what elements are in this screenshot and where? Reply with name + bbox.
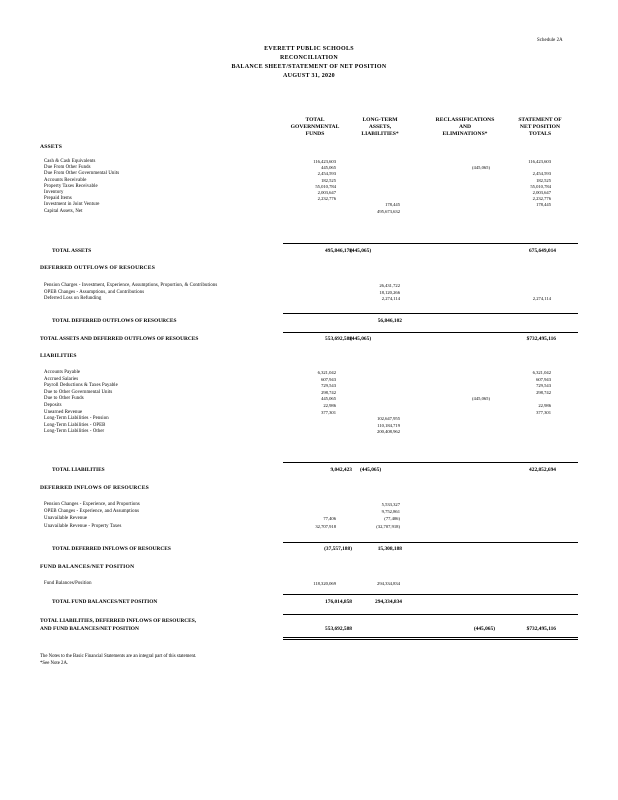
row-value-c1: 377,301 [321, 409, 336, 415]
row-value-c4: 6,321,042 [532, 370, 551, 375]
row-value-c4: 2,274,114 [532, 296, 551, 301]
row-label: Payroll Deductions & Taxes Payable [44, 383, 118, 389]
row-label: Unearned Revenue [44, 409, 83, 415]
total-deferred-inflows-c1: (37,557,188) [324, 546, 352, 552]
district-title: EVERETT PUBLIC SCHOOLS [264, 46, 354, 52]
row-value-c1: 116,423,603 [313, 159, 336, 164]
row-value-c4: 2,232,776 [532, 196, 551, 202]
row-value-c1: 445,065 [321, 165, 336, 171]
row-value-c2: 102,647,955 [377, 416, 400, 422]
row-value-c1: 445,065 [321, 396, 336, 402]
double-rule [283, 637, 578, 638]
row-value-c2: 178,445 [385, 202, 400, 208]
report-title: BALANCE SHEET/STATEMENT OF NET POSITION [231, 64, 387, 70]
footnote-notes: The Notes to the Basic Financial Statements are an integral part of this statement. [40, 654, 197, 659]
row-value-c1: 729,543 [321, 383, 336, 389]
row-value-c1: 55,010,784 [315, 183, 336, 189]
report-date: AUGUST 31, 2020 [283, 73, 335, 79]
row-label: Accounts Payable [44, 370, 81, 375]
grand-total-c3: (445,065) [473, 626, 495, 632]
section-heading-deferred-outflows: DEFERRED OUTFLOWS OF RESOURCES [40, 265, 156, 271]
column-header-long-term: LONG-TERM ASSETS, LIABILITIES* [361, 117, 399, 137]
row-value-c2: (77,406) [384, 516, 400, 522]
total-liabilities-c4: 422,852,694 [529, 467, 556, 473]
row-value-c1: 32,707,918 [315, 523, 336, 529]
row-label: Due to Other Funds [44, 396, 84, 402]
total-fund-balances-c2: 294,334,834 [375, 599, 402, 605]
total-assets-deferred-c2: (445,065) [350, 336, 372, 342]
row-value-c2: (32,707,918) [376, 523, 400, 529]
row-value-c1: 6,321,042 [317, 370, 336, 375]
row-label: Investment in Joint Venture [44, 202, 100, 208]
row-label: Unavailable Revenue - Property Taxes [44, 523, 122, 529]
row-label: OPEB Changes - Assumptions, and Contributions [44, 289, 145, 295]
row-value-c2: 26,431,722 [379, 283, 400, 288]
row-value-c2: 200,408,962 [377, 429, 400, 435]
total-liabilities-label: TOTAL LIABILITIES [52, 467, 105, 473]
schedule-label: Schedule 2A [537, 38, 563, 43]
total-deferred-outflows-label: TOTAL DEFERRED OUTFLOWS OF RESOURCES [52, 318, 177, 324]
divider [283, 594, 578, 595]
row-value-c2: 18,120,266 [379, 289, 400, 295]
divider [283, 243, 578, 244]
total-assets-c1: 495,846,178 [325, 248, 352, 254]
divider [283, 462, 578, 463]
row-label: Long-Term Liabilities - OPEB [44, 422, 106, 428]
row-value-c3: (445,065) [472, 165, 490, 171]
total-deferred-inflows-label: TOTAL DEFERRED INFLOWS OF RESOURCES [52, 546, 171, 552]
double-rule [283, 639, 578, 640]
row-value-c1: 118,320,069 [313, 581, 336, 586]
grand-total-label-line2: AND FUND BALANCES/NET POSITION [40, 626, 139, 632]
row-label: OPEB Changes - Experience, and Assumptions [44, 509, 140, 515]
report-subtitle: RECONCILIATION [279, 55, 339, 61]
footnote-see-note: *See Note 2A. [40, 661, 69, 666]
total-assets-c4: 675,649,014 [529, 248, 556, 254]
total-fund-balances-c1: 176,014,858 [325, 599, 352, 605]
row-label: Property Taxes Receivable [44, 183, 98, 189]
row-value-c3: (445,065) [472, 396, 490, 402]
total-deferred-inflows-c2: 15,308,188 [377, 546, 402, 552]
row-value-c1: 2,232,776 [317, 196, 336, 202]
divider [283, 542, 578, 543]
section-heading-fund-balances: FUND BALANCES/NET POSITION [40, 564, 135, 570]
row-label: Due to Other Governmental Units [44, 389, 113, 395]
row-value-c1: 22,986 [323, 403, 336, 408]
divider [283, 313, 578, 314]
row-label: Pension Charges - Investment, Experience, Assumptions, Proportion, & Contributions [44, 283, 218, 288]
row-value-c2: 294,334,834 [377, 581, 400, 586]
row-label: Deferred Loss on Refunding [44, 296, 102, 301]
total-assets-deferred-c1: 553,692,588 [325, 336, 352, 342]
section-heading-assets: ASSETS [40, 144, 63, 150]
row-value-c1: 2,454,593 [317, 171, 336, 177]
row-value-c2: 9,752,861 [381, 509, 400, 515]
total-fund-balances-label: TOTAL FUND BALANCES/NET POSITION [52, 599, 158, 605]
section-heading-liabilities: LIABILITIES [40, 353, 77, 359]
grand-total-c4: $732,495,116 [526, 626, 556, 632]
row-value-c1: 2,003,647 [317, 190, 336, 195]
divider [283, 614, 578, 615]
grand-total-label-line1: TOTAL LIABILITIES, DEFERRED INFLOWS OF RESOURCES, [40, 618, 197, 624]
row-value-c4: 607,943 [536, 376, 551, 382]
row-value-c4: 55,010,784 [530, 183, 551, 189]
total-assets-label: TOTAL ASSETS [52, 248, 92, 254]
row-value-c4: 729,543 [536, 383, 551, 389]
row-label: Unavailable Revenue [44, 516, 88, 522]
row-label: Due From Other Governmental Units [44, 171, 120, 177]
row-label: Cash & Cash Equivalents [44, 159, 96, 164]
row-value-c2: 5,533,327 [381, 502, 400, 507]
column-header-reclassifications: RECLASSIFICATIONS AND ELIMINATIONS* [435, 117, 495, 137]
row-label: Capital Assets, Net [44, 208, 83, 214]
total-assets-deferred-label: TOTAL ASSETS AND DEFERRED OUTFLOWS OF RESOURCES [40, 336, 199, 342]
total-deferred-outflows-c2: 56,846,102 [377, 318, 402, 324]
row-value-c4: 377,301 [536, 409, 551, 415]
row-value-c4: 2,454,593 [532, 171, 551, 177]
row-label: Fund Balances/Position [44, 581, 92, 586]
row-value-c2: 110,184,719 [377, 422, 400, 428]
row-value-c1: 607,943 [321, 376, 336, 382]
row-value-c4: 178,445 [536, 202, 551, 208]
row-label: Pension Changes - Experience, and Proportions [44, 502, 140, 507]
row-value-c4: 22,986 [538, 403, 551, 408]
grand-total-c1: 553,692,588 [325, 626, 352, 632]
row-label: Inventory [44, 190, 64, 195]
row-value-c4: 298,742 [536, 389, 551, 395]
row-value-c2: 2,274,114 [381, 296, 400, 301]
total-assets-c2: (445,065) [350, 248, 372, 254]
row-value-c4: 2,003,647 [532, 190, 551, 195]
total-liabilities-c1: 9,042,423 [330, 467, 352, 473]
column-header-net-position: STATEMENT OF NET POSITION TOTALS [518, 117, 562, 137]
row-label: Deposits [44, 403, 62, 408]
row-label: Prepaid Items [44, 196, 72, 202]
row-label: Accrued Salaries [44, 376, 79, 382]
row-label: Accounts Receivable [44, 177, 87, 183]
total-liabilities-c2: (445,065) [360, 467, 382, 473]
row-value-c2: 495,673,632 [377, 208, 400, 214]
divider [283, 332, 578, 333]
column-header-governmental-funds: TOTAL GOVERNMENTAL FUNDS [290, 117, 340, 137]
total-assets-deferred-c4: $732,495,116 [526, 336, 556, 342]
row-value-c1: 77,406 [323, 516, 336, 522]
row-value-c1: 298,742 [321, 389, 336, 395]
row-label: Long-Term Liabilities - Pension [44, 416, 109, 422]
row-value-c4: 116,423,603 [528, 159, 551, 164]
row-label: Due From Other Funds [44, 165, 91, 171]
row-label: Long-Term Liabilities - Other [44, 429, 105, 435]
section-heading-deferred-inflows: DEFERRED INFLOWS OF RESOURCES [40, 485, 149, 491]
row-value-c1: 182,525 [321, 177, 336, 183]
row-value-c4: 182,525 [536, 177, 551, 183]
